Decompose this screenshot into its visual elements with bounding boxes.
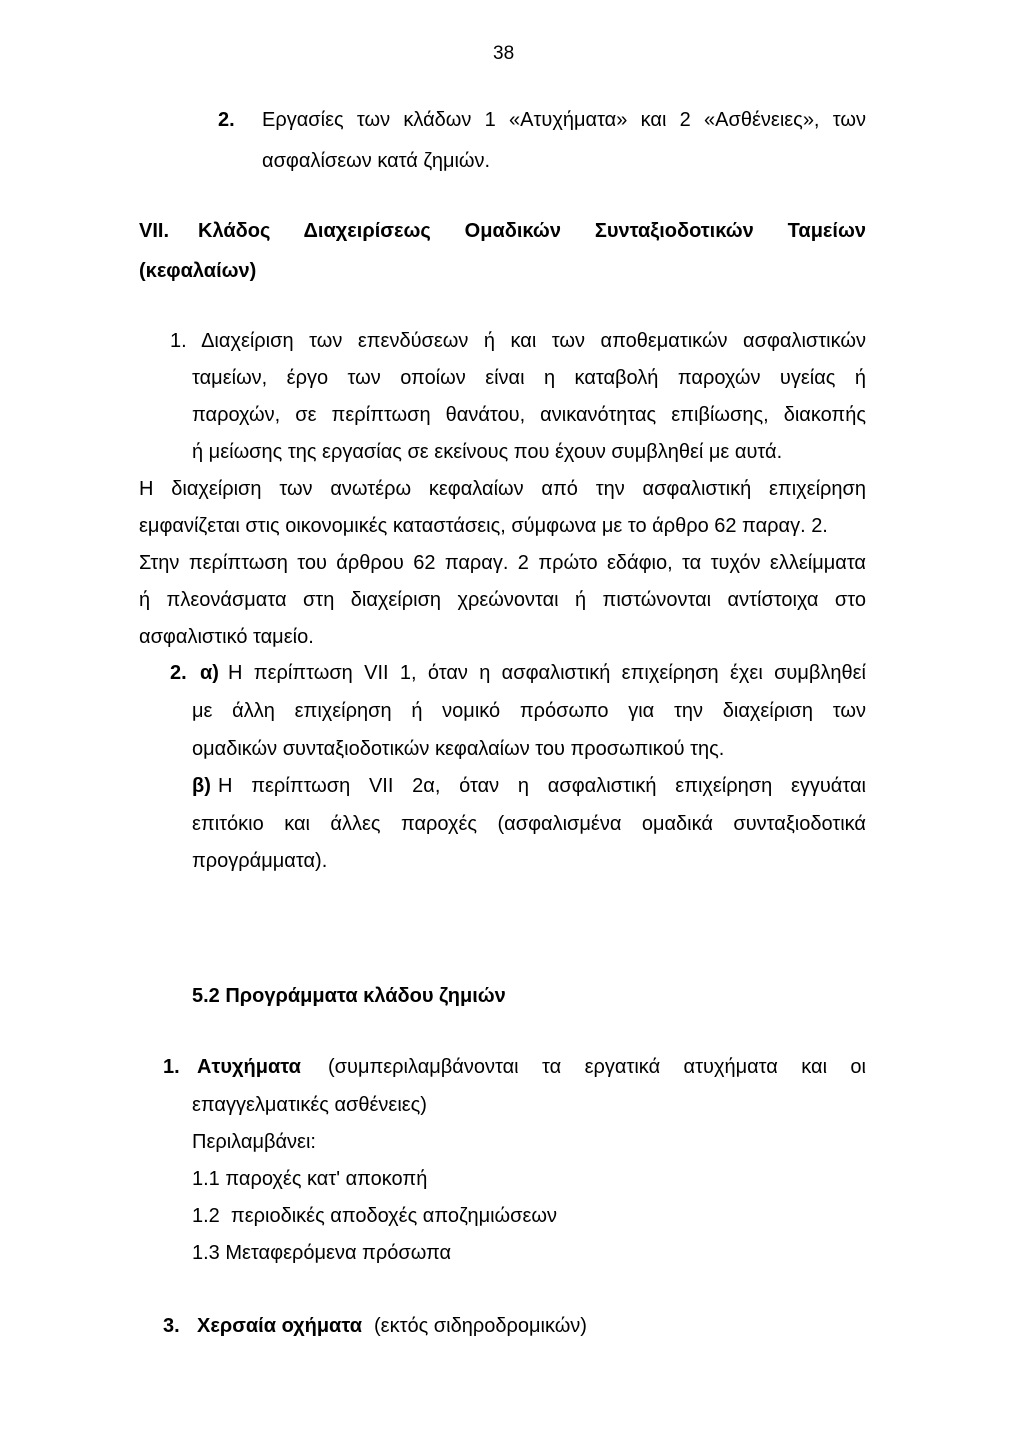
paragraph-line: (συμπεριλαμβάνονται τα εργατικά ατυχήματα και οι (328, 1056, 866, 1078)
paragraph-line: Η διαχείριση των ανωτέρω κεφαλαίων από την ασφαλιστική επιχείρηση (139, 478, 866, 500)
paragraph-line: ομαδικών συνταξιοδοτικών κεφαλαίων του προσωπικού της. (192, 738, 725, 760)
paragraph-line: Στην περίπτωση του άρθρου 62 παραγ. 2 πρώτο εδάφιο, τα τυχόν ελλείμματα (139, 552, 866, 574)
subitem-label: α) (200, 662, 219, 684)
subitem-label: β) (192, 775, 211, 797)
section-label: VII. (139, 220, 170, 242)
paragraph-line: παροχών, σε περίπτωση θανάτου, ανικανότητας επιβίωσης, διακοπής (192, 404, 866, 426)
item-number: 2. (218, 109, 235, 131)
paragraph-line: Εργασίες των κλάδων 1 «Ατυχήματα» και 2 «Ασθένειες», των (262, 109, 866, 131)
item-number: 3. (163, 1315, 180, 1337)
includes-label: Περιλαμβάνει: (192, 1131, 316, 1153)
item-number: 2. (170, 662, 187, 684)
paragraph-line: ασφαλιστικό ταμείο. (139, 626, 314, 648)
paragraph-line: εμφανίζεται στις οικονομικές καταστάσεις, σύμφωνα με το άρθρο 62 παραγ. 2. (139, 515, 828, 537)
paragraph-line: προγράμματα). (192, 850, 328, 872)
page-number: 38 (493, 43, 515, 64)
paragraph-line: ασφαλίσεων κατά ζημιών. (262, 150, 491, 172)
section-heading: 5.2 Προγράμματα κλάδου ζημιών (192, 985, 506, 1007)
item-title: Ατυχήματα (197, 1056, 301, 1078)
paragraph-line: ή μείωσης της εργασίας σε εκείνους που έχουν συμβληθεί με αυτά. (192, 441, 783, 463)
section-heading: Κλάδος Διαχειρίσεως Ομαδικών Συνταξιοδοτικών Ταμείων (198, 220, 866, 242)
list-item: 1.3 Μεταφερόμενα πρόσωπα (192, 1242, 452, 1264)
paragraph-line: Η περίπτωση VII 1, όταν η ασφαλιστική επιχείρηση έχει συμβληθεί (228, 662, 866, 684)
item-number: 1. (163, 1056, 180, 1078)
paragraph-line: 1. Διαχείριση των επενδύσεων ή και των αποθεματικών ασφαλιστικών (170, 330, 866, 352)
item-title: Χερσαία οχήματα (197, 1315, 363, 1337)
paragraph-line: με άλλη επιχείρηση ή νομικό πρόσωπο για την διαχείριση των (192, 700, 866, 722)
list-item: 1.2 περιοδικές αποδοχές αποζημιώσεων (192, 1205, 558, 1227)
paragraph-line: Η περίπτωση VII 2α, όταν η ασφαλιστική επιχείρηση εγγυάται (218, 775, 866, 797)
paragraph-line: επιτόκιο και άλλες παροχές (ασφαλισμένα ομαδικά συνταξιοδοτικά (192, 813, 866, 835)
section-heading-cont: (κεφαλαίων) (139, 260, 257, 282)
paragraph-line: ή πλεονάσματα στη διαχείριση χρεώνονται ή πιστώνονται αντίστοιχα στο (139, 589, 866, 611)
paragraph-line: (εκτός σιδηροδρομικών) (374, 1315, 587, 1337)
paragraph-line: ταμείων, έργο των οποίων είναι η καταβολή παροχών υγείας ή (192, 367, 866, 389)
list-item: 1.1 παροχές κατ' αποκοπή (192, 1168, 428, 1190)
paragraph-line: επαγγελματικές ασθένειες) (192, 1094, 427, 1116)
